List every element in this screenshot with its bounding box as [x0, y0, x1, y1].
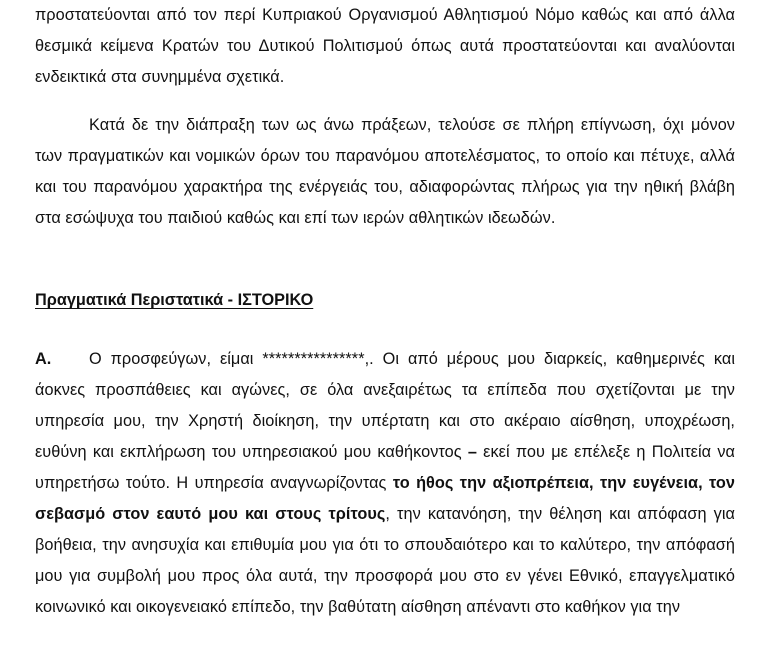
paragraph-label: Α.	[35, 350, 52, 368]
paragraph-intent: Κατά δε την διάπραξη των ως άνω πράξεων, τελούσε σε πλήρη επίγνωση, όχι μόνον των πραγματικών και νομικών όρων του παρανόμου αποτελέσματος, το οποίο και πέτυχε, αλλά και του παρανόμου χαρακτήρα της ενέργειάς του, αδιαφορώντας πλήρως για την ηθική βλάβη στα εσώψυχα του παιδιού καθώς και επί των ιερών αθλητικών ιδεωδών.	[35, 116, 735, 227]
paragraph-a-text-1: Ο προσφεύγων, είμαι ****************,. Οι από μέρους μου διαρκείς, καθημερινές και άοκνες προσπάθειες και αγώνες, σε όλα ανεξαιρέτως τα επίπεδα που σχετίζονται με την υπηρεσία μου, την Χρηστή διοίκηση, την υπέρτατη και στο ακέραιο αίσθηση, υποχρέωση, ευθύνη και εκπλήρωση του υπηρεσιακού μου καθήκοντος	[35, 350, 735, 461]
paragraph-a-text-3: , την κατανόηση, την θέληση και απόφαση για βοήθεια, την ανησυχία και επιθυμία μου για ότι το σπουδαιότερο και το καλύτερο, την απόφασή μου για συμβολή μου προς όλα αυτά, την προσφορά μου στο εν γένει Εθνικό, επαγγελματικό κοινωνικό και οικογενειακό επίπεδο, την βαθύτατη αίσθηση απέναντι στο καθήκον για την	[35, 505, 735, 616]
paragraph-legal-protection: προστατεύονται από τον περί Κυπριακού Οργανισμού Αθλητισμού Νόμο καθώς και από άλλα θεσμικά κείμενα Κρατών του Δυτικού Πολιτισμού όπως αυτά προστατεύονται και αναλύονται ενδεικτικά στα συνημμένα σχετικά.	[35, 6, 735, 86]
section-heading: Πραγματικά Περιστατικά - ΙΣΤΟΡΙΚΟ	[35, 291, 314, 309]
paragraph-a	[35, 344, 735, 623]
paragraph-a-bold-text: το ήθος την αξιοπρέπεια, την ευγένεια, τον σεβασμό στον εαυτό μου και στους τρίτους	[35, 474, 736, 523]
paragraph-a-text-2: εκεί που με επέλεξε η Πολιτεία να υπηρετήσω τούτο. Η υπηρεσία αναγνωρίζοντας	[35, 443, 735, 492]
paragraph-a-dash: –	[467, 443, 477, 461]
